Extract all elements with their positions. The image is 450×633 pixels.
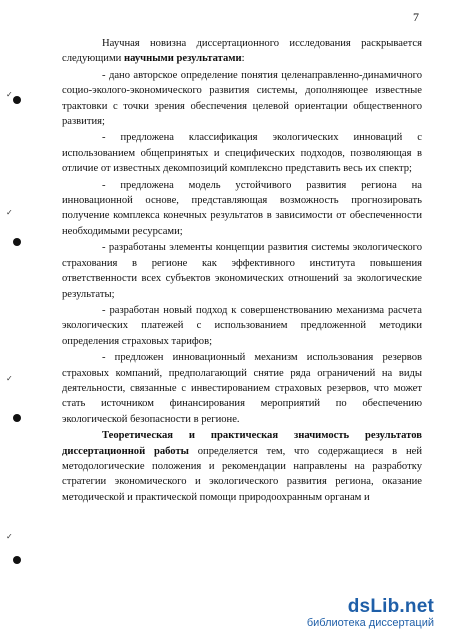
binding-hole [13,556,21,564]
binding-hole [13,96,21,104]
significance-paragraph [62,428,422,505]
binding-hole [13,238,21,246]
watermark-logo: dsLib.net [347,596,434,617]
binding-tick-icon: ✓ [6,208,13,217]
binding-hole [13,414,21,422]
intro-line-2: следующими [62,53,125,65]
dissertation-text [62,36,422,505]
result-item-2: - предложена классификация экологических инноваций с использованием общепринятых и специфических подходов, позволяющая в отличие от известных декомпозиций комплексно представить весь их спектр; [62,132,422,175]
intro-line-1: Научная новизна диссертационного исследования раскрывается [102,38,422,49]
result-item-3: - предложена модель устойчивого развития региона на инновационной основе, представляющая возможность прогнозировать получение комплекса конечных результатов в зависимости от обеспеченности необходимыми ресурсами; [62,179,422,237]
significance-heading: Теоретическая и практическая значимость результатов диссертационной работы [62,430,422,457]
binding-tick-icon: ✓ [6,374,13,383]
colon: : [241,53,245,65]
result-item-6: - предложен инновационный механизм использования резервов страховых компаний, предполагающий снятие ряда ограничений на виды деятельности, связанные с инвестированием страховых резервов, что может стать источником финансирования мероприятий по обеспечению экологической безопасности в регионе. [62,352,422,425]
dslib-watermark[interactable] [307,597,434,629]
bold-term: научными результатами [124,53,242,65]
binding-tick-icon: ✓ [6,90,13,99]
result-item-1: - дано авторское определение понятия целенаправленно-динамичного социо-эколого-экономического развития системы, дополняющее известные трактовки с точки зрения обеспечения целевой ориентации общественного развития; [62,69,422,128]
paragraph-intro [62,36,422,67]
result-item-5: - разработан новый подход к совершенствованию механизма расчета экологических платежей с использованием предложенной методики определения страховых тарифов; [62,304,422,347]
watermark-subtitle: библиотека диссертаций [306,617,434,629]
significance-text: определяется тем, что содержащиеся в ней методологические положения и рекомендации направлены на разработку стратегии экономического и экологического развития региона, оказание методической и практической помощи природоохранным органам и [62,445,422,503]
page-number: 7 [413,10,419,24]
binding-tick-icon: ✓ [6,532,13,541]
result-item-4: - разработаны элементы концепции развития системы экологического страхования в регионе как эффективного института повышения ответственности всех субъектов экономических отношений за экологические результаты; [62,242,422,300]
